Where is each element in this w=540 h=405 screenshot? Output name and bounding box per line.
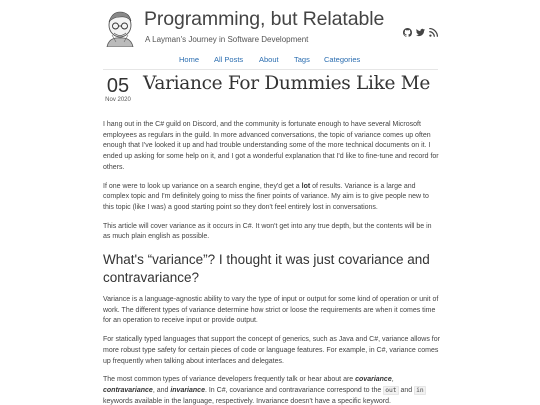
post-title: Variance For Dummies Like Me [143, 73, 431, 94]
nav-categories[interactable]: Categories [324, 55, 361, 64]
site-header [103, 7, 443, 49]
paragraph: This article will cover variance as it occurs in C#. It won't get into any true depth, but the contents will be in as much plain english as possible. [103, 222, 432, 241]
author-avatar[interactable] [103, 9, 137, 47]
nav-home[interactable]: Home [179, 55, 200, 64]
post-date-day: 05 [106, 75, 130, 97]
nav-tags[interactable]: Tags [294, 55, 310, 64]
github-icon[interactable] [403, 24, 412, 33]
nav-all-posts[interactable]: All Posts [214, 55, 244, 64]
paragraph: I hang out in the C# guild on Discord, and the community is fortunate enough to have several Microsoft employees as regulars in the guild. In more advanced conversations, the topic of variance comes up often enough that I've looked it up and had trouble understanding some of the more technical documents on it. I ended up asking for some help on it, and I got a wonderful explanation that I'd like to fine-tune and record for others. [103, 121, 439, 171]
main-nav [0, 55, 540, 67]
twitter-icon[interactable] [416, 24, 425, 33]
social-links [403, 24, 438, 33]
site-subtitle: A Layman's Journey in Software Development [145, 35, 309, 44]
nav-divider [103, 69, 438, 70]
post-date-month: Nov 2020 [105, 97, 131, 103]
paragraph: If one were to look up variance on a search engine, they'd get a lot of results. Variance is a large and complex topic and I'm definitely going to miss the finer points of variance. My aim is to give people new to this topic (like I was) a good starting point so they don't feel entirely lost in conversations. [103, 182, 429, 211]
nav-about[interactable]: About [259, 55, 279, 64]
paragraph: For statically typed languages that support the concept of generics, such as Java and C#, variance allows for more robust type safety for certain pieces of code or language features. For example, in C#, variance comes up frequently when talking about interfaces and delegates. [103, 336, 440, 365]
post-content [103, 120, 440, 405]
paragraph: Variance is a language-agnostic ability to vary the type of input or output for some kind of operation or unit of work. The different types of variance determine how strict or loose the requirements are when it comes time for an operation to receive input or provide output. [103, 296, 439, 325]
section-heading: What's “variance”? I thought it was just covariance and contravariance? [103, 252, 430, 286]
rss-icon[interactable] [429, 24, 438, 33]
site-title[interactable]: Programming, but Relatable [144, 8, 385, 30]
paragraph: The most common types of variance developers frequently talk or hear about are covariance, contravariance, and invariance. In C#, covariance and contravariance correspond to the out and in keywords available in the language, respectively. Invariance doesn't have a specific keyword. [103, 376, 424, 405]
code-in: in [416, 386, 424, 394]
code-out: out [385, 386, 397, 394]
post-date [103, 76, 133, 103]
